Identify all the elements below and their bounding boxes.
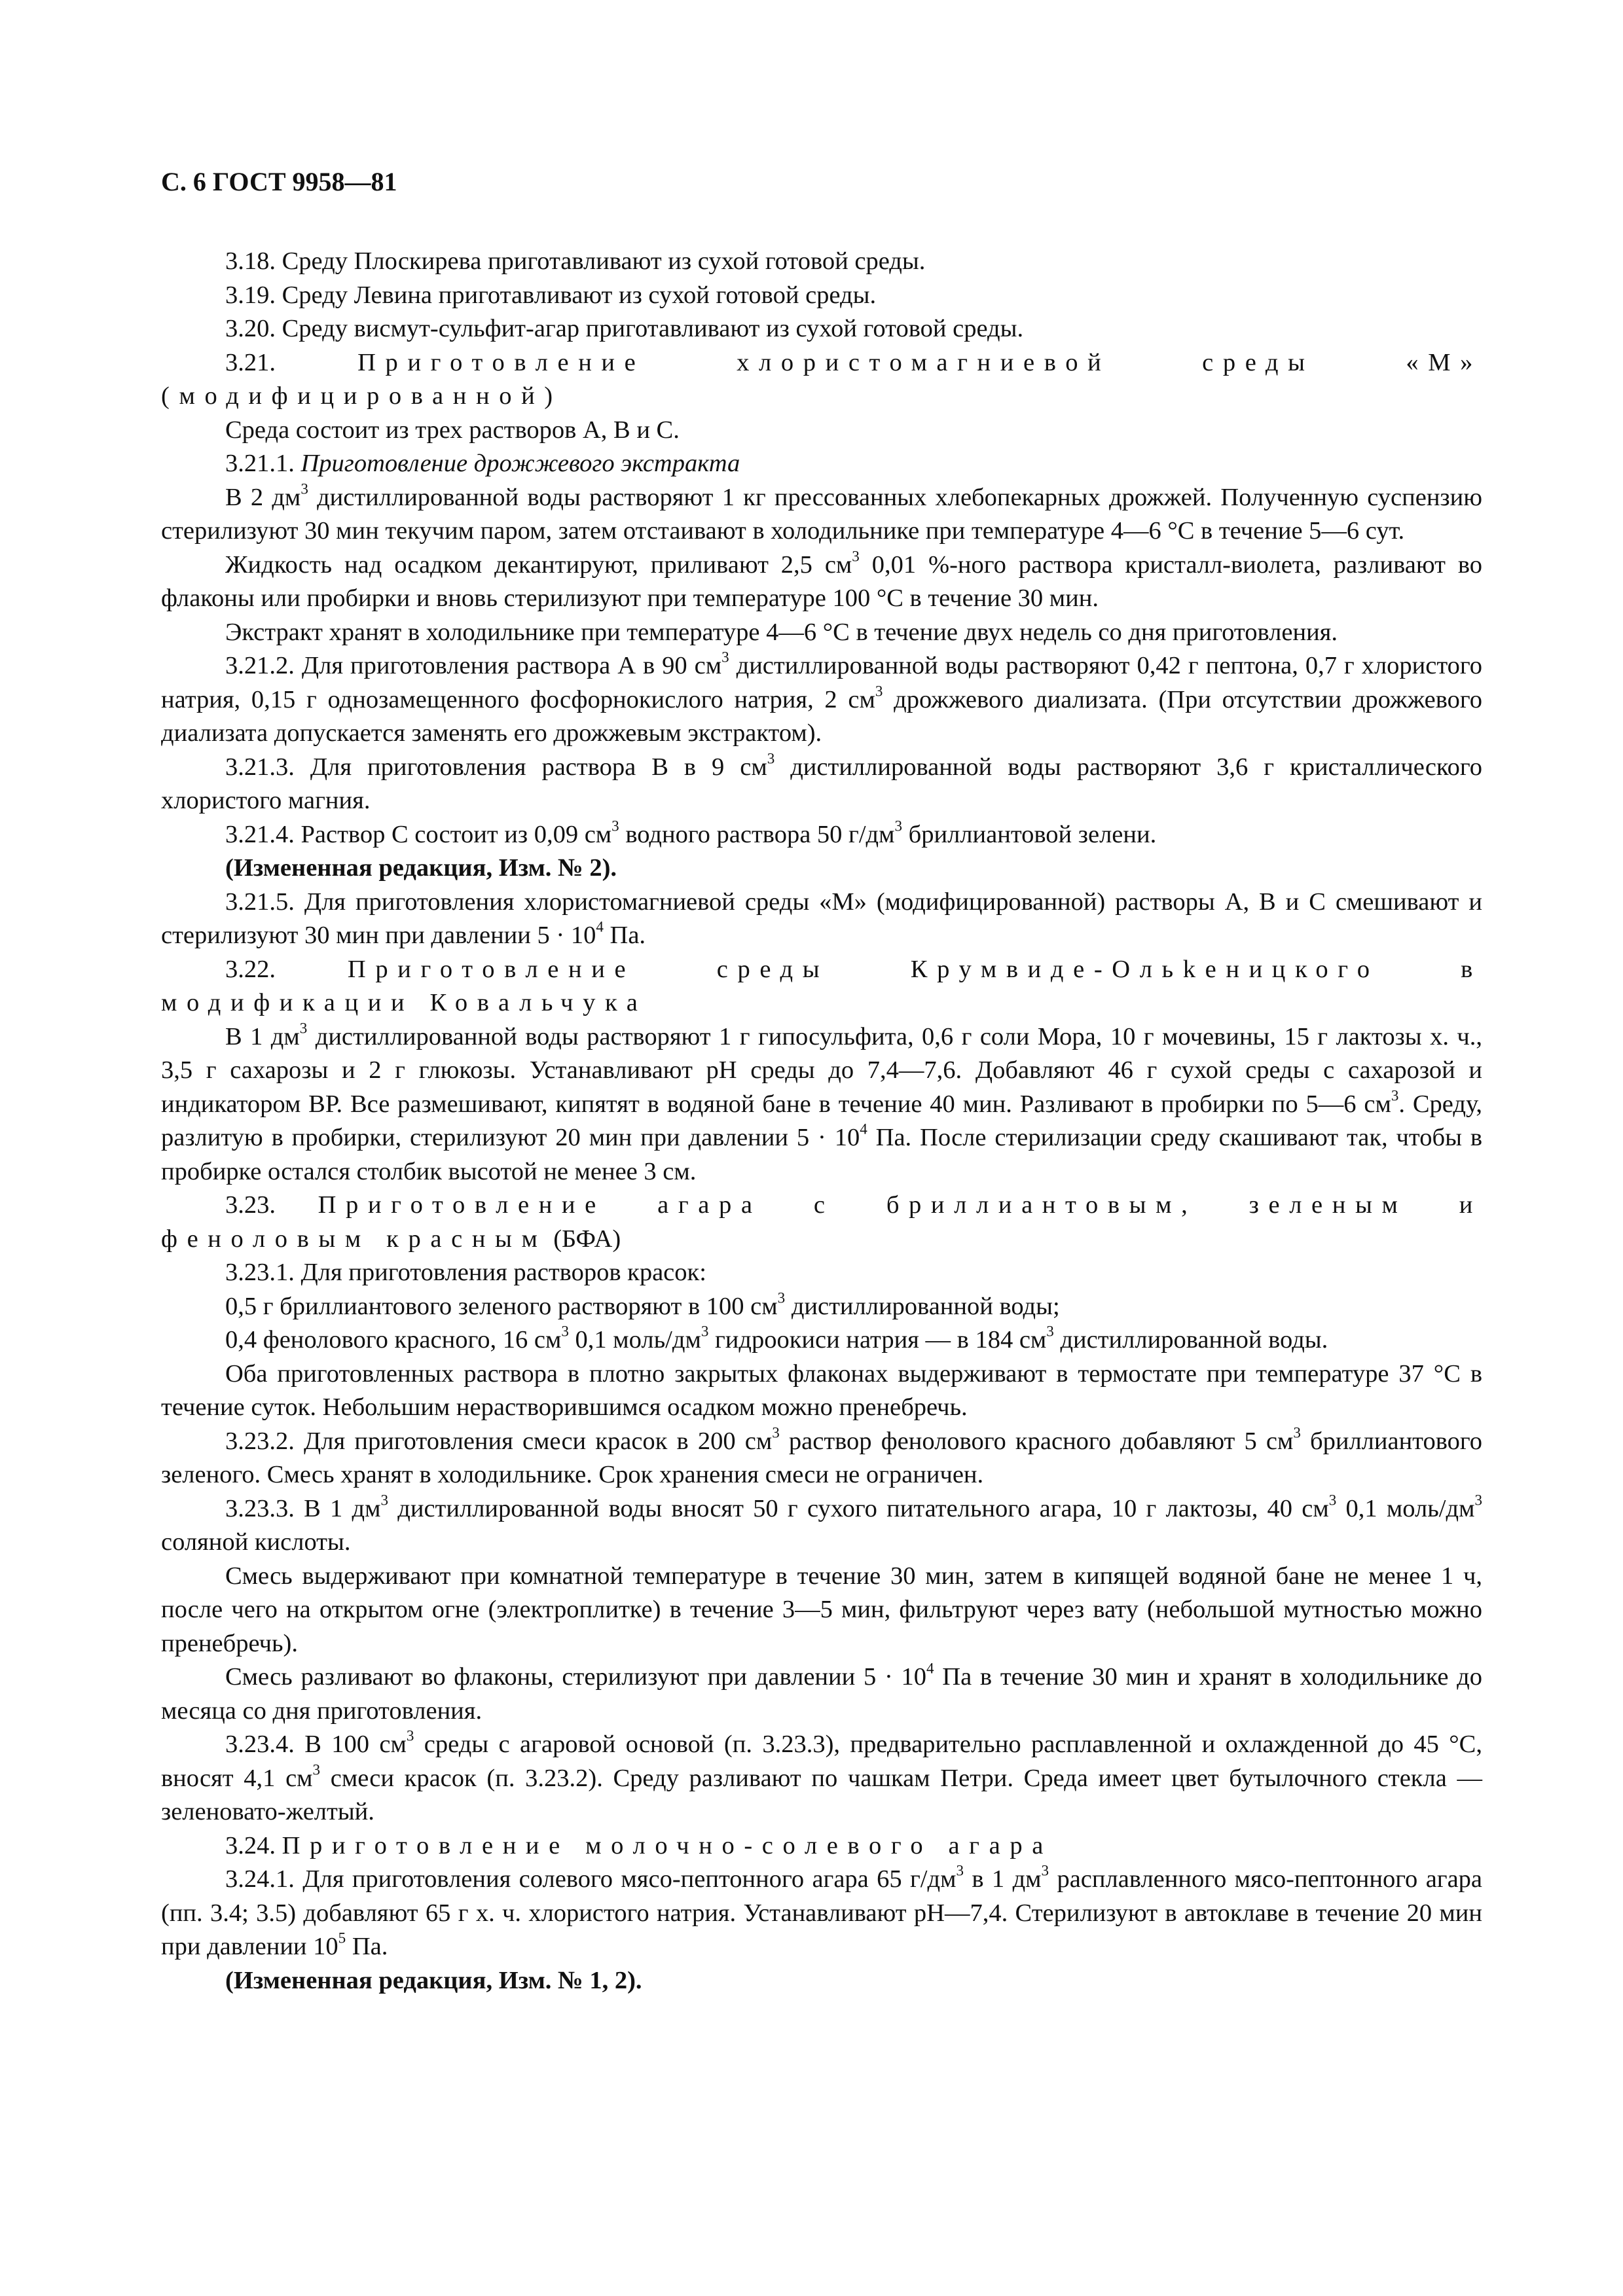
subsection-number: 3.21.1. xyxy=(225,450,295,477)
superscript: 3 xyxy=(777,1289,786,1306)
paragraph-3-22 xyxy=(161,1020,1482,1189)
superscript: 3 xyxy=(721,648,729,666)
superscript: 3 xyxy=(1391,1086,1399,1104)
text-run: 3.21.3. Для приготовления раствора В в 9 см xyxy=(225,753,767,781)
text-run: Па. xyxy=(603,922,646,949)
paragraph-3-20: 3.20. Среду висмут-сульфит-агар приготавливают из сухой готовой среды. xyxy=(225,315,1024,342)
paragraph-3-19: 3.19. Среду Левина приготавливают из сухой готовой среды. xyxy=(225,281,877,309)
paragraph-3-21-1-a xyxy=(161,481,1482,548)
text-run: 3.21.5. Для приготовления хлористомагниевой среды «М» (модифицированной) растворы А, В и С смешивают и стерилизуют 30 мин при давлении 5 · 10 xyxy=(161,888,1482,949)
document-page xyxy=(161,165,1482,1998)
paragraph-3-23-3-c xyxy=(161,1660,1482,1728)
text-run: гидроокиси натрия — в 184 см xyxy=(708,1326,1047,1354)
paragraph-3-23-3-b: Смесь выдерживают при комнатной температуре в течение 30 мин, затем в кипящей водяной бане не менее 1 ч, после чего на открытом огне (электроплитке) в течение 3—5 мин, фильтруют через вату (небольшой мутностью можно пренебречь). xyxy=(161,1562,1482,1657)
superscript: 3 xyxy=(894,817,903,834)
superscript: 3 xyxy=(312,1761,321,1778)
superscript: 4 xyxy=(926,1659,934,1677)
text-run: 3.21.2. Для приготовления раствора А в 90 см xyxy=(225,652,722,679)
paragraph-3-23-2 xyxy=(161,1425,1482,1492)
superscript: 3 xyxy=(1474,1491,1482,1509)
text-run: дистиллированной воды растворяют 0,42 г пептона, 0,7 г хлористого натрия, 0,15 г однозамещенного фосфорнокислого натрия, 2 см xyxy=(161,652,1483,713)
text-run: Па. xyxy=(346,1933,388,1960)
paragraph-3-21-3 xyxy=(161,751,1482,818)
section-title: Приготовление среды Крумвиде-Ольkеницкого в модификации Ковальчука xyxy=(161,955,1482,1016)
text-run: 0,4 фенолового красного, 16 см xyxy=(225,1326,562,1354)
text-run: дистиллированной воды; xyxy=(785,1292,1060,1320)
text-run: 0,1 моль/дм xyxy=(1336,1494,1475,1522)
text-run: дистиллированной воды растворяют 1 кг прессованных хлебопекарных дрожжей. Полученную суспензию стерилизуют 30 мин текучим паром, затем отстаивают в холодильнике при температуре 4—6 °С в течение 5—6 сут. xyxy=(161,483,1483,545)
superscript: 3 xyxy=(956,1861,964,1879)
paragraph-3-18: 3.18. Среду Плоскирева приготавливают из сухой готовой среды. xyxy=(225,247,926,275)
superscript: 3 xyxy=(611,817,619,834)
text-run: среды с агаровой основой (п. 3.23.3), предварительно расплавленной и охлажденной до 45 °С, вносят 4,1 см xyxy=(161,1731,1482,1792)
text-run: дистиллированной воды. xyxy=(1053,1326,1328,1354)
text-run: Па. После стерилизации среду скашивают так, чтобы в пробирке остался столбик высотой не менее 3 см. xyxy=(161,1124,1482,1185)
amendment-note: (Измененная редакция, Изм. № 1, 2). xyxy=(225,1966,642,1994)
section-heading-3-22 xyxy=(161,953,1482,1020)
text-run: . Среду, разлитую в пробирки, стерилизуют 20 мин при давлении 5 · 10 xyxy=(161,1090,1482,1151)
text-run: в 1 дм xyxy=(964,1865,1042,1893)
text-run: соляной кислоты. xyxy=(161,1528,351,1556)
paragraph-3-21-4 xyxy=(161,818,1482,852)
superscript: 3 xyxy=(406,1727,414,1744)
superscript: 3 xyxy=(772,1424,780,1441)
paragraph-3-23-1-c: Оба приготовленных раствора в плотно закрытых флаконах выдерживают в термостате при температуре 37 °С в течение суток. Небольшим нерастворившимся осадком можно пренебречь. xyxy=(161,1359,1482,1421)
text-run: расплавленного мясо-пептонного агара (пп. 3.4; 3.5) добавляют 65 г х. ч. хлористого натрия. Устанавливают рН—7,4. Стерилизуют в автоклаве в течение 20 мин при давлении 10 xyxy=(161,1865,1482,1960)
superscript: 4 xyxy=(596,918,604,935)
superscript: 3 xyxy=(852,547,860,565)
text-run: Па в течение 30 мин и хранят в холодильнике до месяца со дня приготовления. xyxy=(161,1663,1483,1725)
paragraph-3-21-5 xyxy=(161,886,1482,953)
superscript: 4 xyxy=(860,1120,867,1138)
section-title: Приготовление молочно-солевого агара xyxy=(282,1831,1053,1859)
text-run: 3.23.3. В 1 дм xyxy=(225,1494,381,1522)
page-header: С. 6 ГОСТ 9958—81 xyxy=(161,167,397,196)
text-run: 3.24.1. Для приготовления солевого мясо-пептонного агара 65 г/дм xyxy=(225,1865,957,1893)
section-number: 3.21. xyxy=(225,348,276,376)
superscript: 3 xyxy=(1293,1424,1301,1441)
amendment-note: (Измененная редакция, Изм. № 2). xyxy=(225,854,617,882)
superscript: 3 xyxy=(301,480,308,497)
paragraph-3-21-1-b xyxy=(161,548,1482,616)
section-heading-3-24 xyxy=(161,1829,1482,1863)
section-heading-3-21 xyxy=(161,346,1482,414)
superscript: 3 xyxy=(561,1322,569,1340)
superscript: 3 xyxy=(767,749,775,767)
section-heading-3-23 xyxy=(161,1189,1482,1256)
section-number: 3.23. xyxy=(225,1191,276,1219)
text-run: 3.23.4. В 100 см xyxy=(225,1731,407,1758)
paragraph-3-23-3 xyxy=(161,1492,1482,1560)
superscript: 3 xyxy=(299,1019,308,1037)
subsection-title: Приготовление дрожжевого экстракта xyxy=(301,450,740,477)
text-run: 0,1 моль/дм xyxy=(568,1326,701,1354)
superscript: 3 xyxy=(1328,1491,1337,1509)
paragraph-3-24-1 xyxy=(161,1863,1482,1964)
section-abbreviation: (БФА) xyxy=(553,1225,621,1253)
text-run: Смесь разливают во флаконы, стерилизуют при давлении 5 · 10 xyxy=(225,1663,927,1691)
text-run: 3.21.4. Раствор С состоит из 0,09 см xyxy=(225,820,612,848)
section-number: 3.24. xyxy=(225,1831,276,1859)
text-run: Жидкость над осадком декантируют, приливают 2,5 см xyxy=(225,550,852,579)
text-run: дрожжевого диализата. (При отсутствии дрожжевого диализата допускается заменять его дрожжевым экстрактом). xyxy=(161,685,1483,747)
text-run: дистиллированной воды вносят 50 г сухого питательного агара, 10 г лактозы, 40 см xyxy=(388,1494,1329,1522)
section-title: Приготовление агара с бриллиантовым, зеленым и феноловым красным xyxy=(161,1191,1482,1253)
paragraph-3-21-2 xyxy=(161,649,1482,751)
text-run: бриллиантовой зелени. xyxy=(902,820,1157,848)
text-run: дистиллированной воды растворяют 1 г гипосульфита, 0,6 г соли Мора, 10 г мочевины, 15 г лактозы х. ч., 3,5 г сахарозы и 2 г глюкозы. Устанавливают рН среды до 7,4—7,6. Добавляют 46 г сухой среды с сахарозой и индикатором ВР. Все размешивают, кипятят в водяной бане в течение 40 мин. Разливают в пробирки по 5—6 см xyxy=(161,1022,1482,1118)
text-run: смеси красок (п. 3.23.2). Среду разливают по чашкам Петри. Среда имеет цвет бутылочного стекла — зеленовато-желтый. xyxy=(161,1764,1482,1825)
text-run: 3.23.2. Для приготовления смеси красок в 200 см xyxy=(225,1427,773,1455)
superscript: 3 xyxy=(380,1491,389,1509)
text-run: В 1 дм xyxy=(225,1022,300,1050)
paragraph-3-23-1: 3.23.1. Для приготовления растворов красок: xyxy=(225,1259,706,1286)
superscript: 5 xyxy=(338,1929,346,1946)
text-run: В 2 дм xyxy=(225,483,301,511)
superscript: 3 xyxy=(1041,1861,1049,1879)
text-run: дистиллированной воды растворяют 3,6 г кристаллического хлористого магния. xyxy=(161,753,1482,814)
subsection-heading-3-21-1 xyxy=(161,447,1482,481)
text-run: бриллиантового зеленого. Смесь хранят в холодильнике. Срок хранения смеси не ограничен. xyxy=(161,1427,1482,1488)
text-run: водного раствора 50 г/дм xyxy=(619,820,895,848)
paragraph-3-21-1-c: Экстракт хранят в холодильнике при температуре 4—6 °С в течение двух недель со дня приготовления. xyxy=(225,618,1338,646)
paragraph-3-23-1-b xyxy=(161,1323,1482,1357)
text-run: 0,01 %-ного раствора кристалл-виолета, разливают во флаконы или пробирки и вновь стерилизуют при температуре 100 °С в течение 30 мин. xyxy=(161,550,1482,612)
section-number: 3.22. xyxy=(225,955,276,983)
paragraph-3-21-intro: Среда состоит из трех растворов А, В и С. xyxy=(225,416,680,444)
paragraph-3-23-1-a xyxy=(161,1290,1482,1324)
text-run: 0,5 г бриллиантового зеленого растворяют в 100 см xyxy=(225,1292,778,1320)
superscript: 3 xyxy=(701,1322,709,1340)
paragraph-3-23-4 xyxy=(161,1728,1482,1829)
section-title: Приготовление хлористомагниевой среды «М» (модифицированной) xyxy=(161,348,1482,410)
text-run: раствор фенолового красного добавляют 5 см xyxy=(779,1427,1294,1455)
superscript: 3 xyxy=(1046,1322,1054,1340)
superscript: 3 xyxy=(875,682,883,700)
